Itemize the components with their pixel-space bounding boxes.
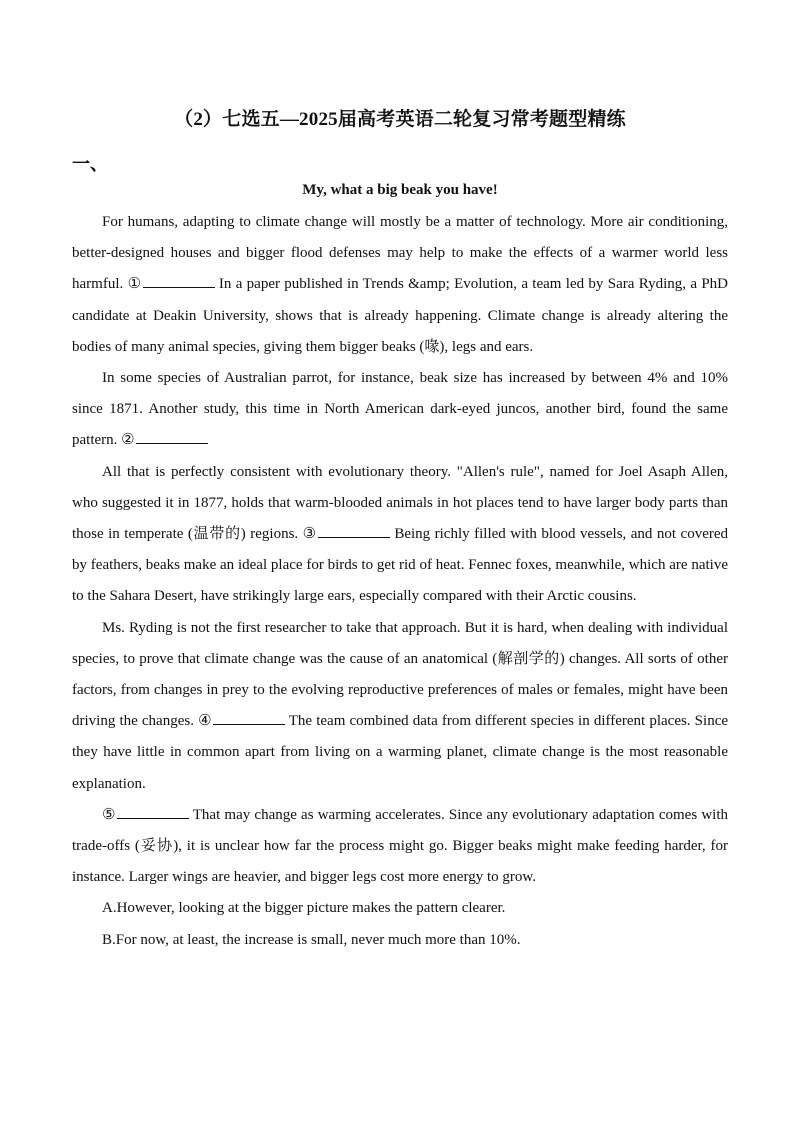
document-title: （2）七选五—2025届高考英语二轮复习常考题型精练: [174, 109, 626, 130]
paragraph-text: That may change as warming accelerates. Since any evolutionary adaptation comes with trade-offs (妥协), it is unclear how far the process might go. Bigger beaks might make feeding harder, for instance. Larger wings are heavier, and bigger legs cost more energy to grow.: [72, 806, 728, 886]
paragraph-text: In a paper published in Trends &amp; Evolution, a team led by Sara Ryding, a PhD candidate at Deakin University, shows that is already happening. Climate change is already altering the bodies of many animal species, giving them bigger beaks (喙), legs and ears.: [72, 276, 728, 355]
option-a: A.However, looking at the bigger picture makes the pattern clearer.: [102, 900, 506, 917]
answer-blank-4[interactable]: [213, 723, 285, 725]
blank-marker-5: ⑤: [102, 806, 116, 823]
paragraph-5: [72, 800, 728, 894]
paragraph-3: [72, 457, 728, 613]
paragraph-text: All that is perfectly consistent with evolutionary theory. "Allen's rule", named for Joel Asaph Allen, who suggested it in 1877, holds that warm-blooded animals in hot places tend to have larger body parts than those in temperate (温带的) regions.: [72, 463, 728, 543]
blank-marker-1: ①: [127, 276, 142, 293]
blank-marker-3: ③: [302, 526, 317, 543]
section-number: 一、: [72, 154, 108, 174]
blank-marker-4: ④: [198, 713, 212, 730]
answer-blank-1[interactable]: [143, 286, 215, 288]
answer-blank-2[interactable]: [136, 442, 208, 444]
answer-blank-5[interactable]: [117, 817, 189, 819]
paragraph-text: Ms. Ryding is not the first researcher to take that approach. But it is hard, when dealing with individual species, to prove that climate change was the cause of an anatomical (解剖学的) changes. All sorts of other factors, from changes in prey to the evolving reproductive preferences of males or females, might have been driving the changes.: [72, 619, 728, 730]
paragraph-text: In some species of Australian parrot, for instance, beak size has increased by between 4% and 10% since 1871. Another study, this time in North American dark-eyed juncos, another bird, found the same pattern.: [72, 370, 728, 449]
paragraph-text: For humans, adapting to climate change will mostly be a matter of technology. More air conditioning, better-designed houses and bigger flood defenses may help to make the effects of a warmer world less harmful.: [72, 214, 728, 293]
passage-body: [72, 207, 728, 956]
paragraph-text: The team combined data from different species in different places. Since they have little in common apart from living on a warming planet, climate change is the most reasonable explanation.: [72, 713, 729, 792]
paragraph-4: [72, 613, 728, 800]
answer-blank-3[interactable]: [318, 536, 390, 538]
paragraph-text: Being richly filled with blood vessels, and not covered by feathers, beaks make an ideal place for birds to get rid of heat. Fennec foxes, meanwhile, which are native to the Sahara Desert, have strikingly large ears, especially compared with their Arctic cousins.: [72, 526, 729, 605]
paragraph-2: [72, 363, 728, 457]
passage-title: My, what a big beak you have!: [302, 182, 498, 198]
option-b: B.For now, at least, the increase is small, never much more than 10%.: [102, 931, 521, 948]
paragraph-1: [72, 207, 728, 363]
blank-marker-2: ②: [121, 432, 135, 449]
